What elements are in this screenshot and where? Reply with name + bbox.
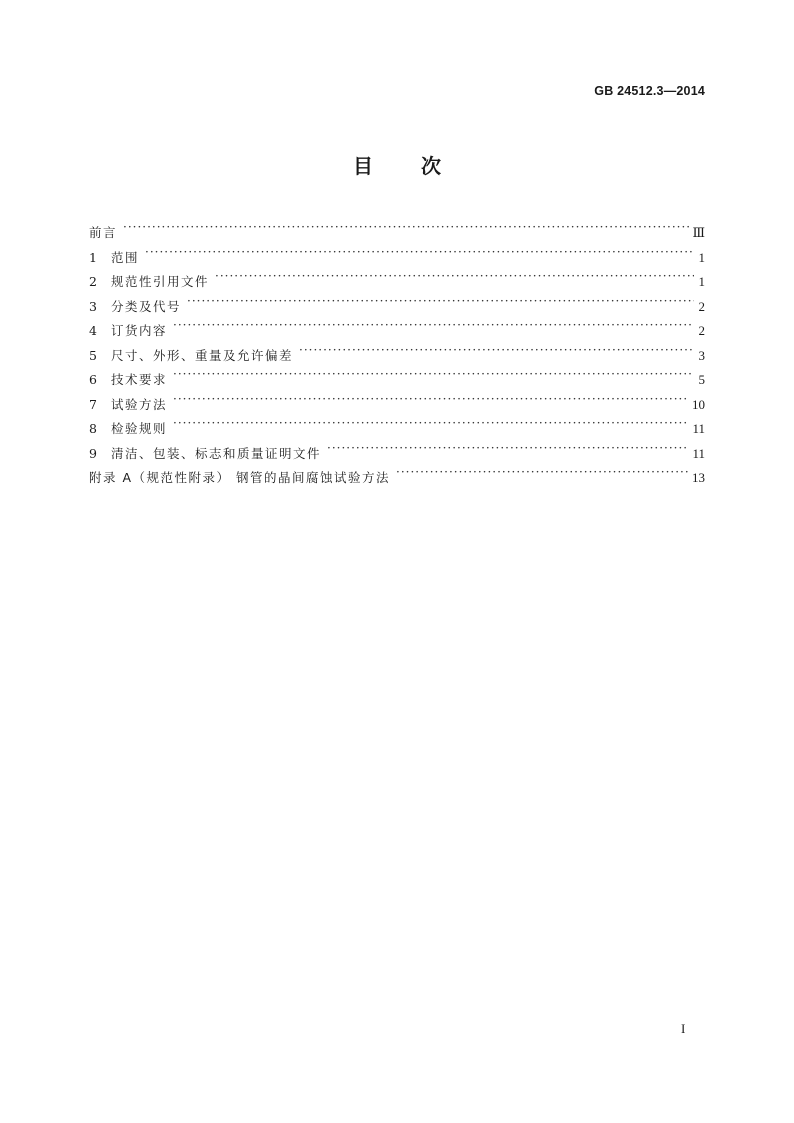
toc-entry-3[interactable] (89, 291, 705, 316)
toc-entry-label: 试验方法 (111, 396, 168, 412)
toc-entry-label: 清洁、包装、标志和质量证明文件 (111, 445, 322, 461)
toc-dot-leader (173, 413, 689, 433)
toc-entry-5[interactable] (89, 340, 705, 365)
toc-entry-label: 尺寸、外形、重量及允许偏差 (111, 347, 294, 363)
toc-dot-leader (173, 364, 694, 384)
toc-entry-number: 1 (89, 249, 97, 265)
toc-entry-label: 检验规则 (111, 421, 168, 436)
toc-entry-page: 11 (692, 445, 705, 461)
toc-dot-leader (145, 242, 694, 262)
toc-entry-1[interactable] (89, 242, 705, 267)
toc-dot-leader (123, 217, 689, 237)
toc-dot-leader (327, 438, 689, 458)
toc-entry-page: 11 (692, 421, 705, 436)
toc-dot-leader (299, 340, 694, 360)
toc-dot-leader (173, 389, 689, 409)
toc-entry-label: 附录 A（规范性附录） 钢管的晶间腐蚀试验方法 (89, 470, 390, 485)
toc-dot-leader (187, 291, 694, 311)
toc-entry-number: 5 (89, 347, 97, 363)
toc-entry-6[interactable] (89, 364, 705, 389)
page-number: I (681, 1021, 686, 1036)
toc-entry-page: 13 (692, 470, 705, 485)
toc-entry-page: 2 (698, 298, 705, 314)
document-code: GB 24512.3—2014 (594, 84, 705, 98)
toc-entry-9[interactable] (89, 438, 705, 463)
toc-entry-4[interactable] (89, 315, 705, 340)
toc-dot-leader (396, 462, 689, 482)
toc-dot-leader (215, 266, 694, 286)
toc-entry-number: 8 (89, 421, 97, 436)
page-title: 目次 (353, 154, 489, 178)
toc-entry-number: 9 (89, 445, 97, 461)
toc-entry-7[interactable] (89, 389, 705, 414)
toc-entry-number: 3 (89, 298, 97, 314)
toc-entry-number: 2 (89, 274, 97, 289)
toc-entry-page: 10 (692, 396, 705, 412)
toc-entry-label: 分类及代号 (111, 298, 182, 314)
toc-entry-label: 技术要求 (111, 372, 168, 387)
toc-entry-label: 订货内容 (111, 323, 168, 338)
toc-entry-page: 3 (698, 347, 705, 363)
toc-entry-label: 前言 (89, 225, 118, 240)
toc-entry-number: 6 (89, 372, 97, 387)
toc-entry-number: 7 (89, 396, 97, 412)
toc-entry-page: 1 (698, 274, 705, 289)
toc-entry-annex-a[interactable] (89, 462, 705, 487)
toc-entry-2[interactable] (89, 266, 705, 291)
toc-entry-8[interactable] (89, 413, 705, 438)
table-of-contents (89, 217, 705, 487)
toc-entry-label: 规范性引用文件 (111, 274, 210, 289)
toc-entry-number: 4 (89, 323, 97, 338)
toc-entry-label: 范围 (111, 249, 140, 265)
toc-entry-page: 5 (698, 372, 705, 387)
toc-entry-page: 2 (698, 323, 705, 338)
toc-entry-foreword[interactable] (89, 217, 705, 242)
toc-entry-page: 1 (698, 249, 705, 265)
toc-entry-page: Ⅲ (692, 225, 705, 240)
toc-dot-leader (173, 315, 694, 335)
